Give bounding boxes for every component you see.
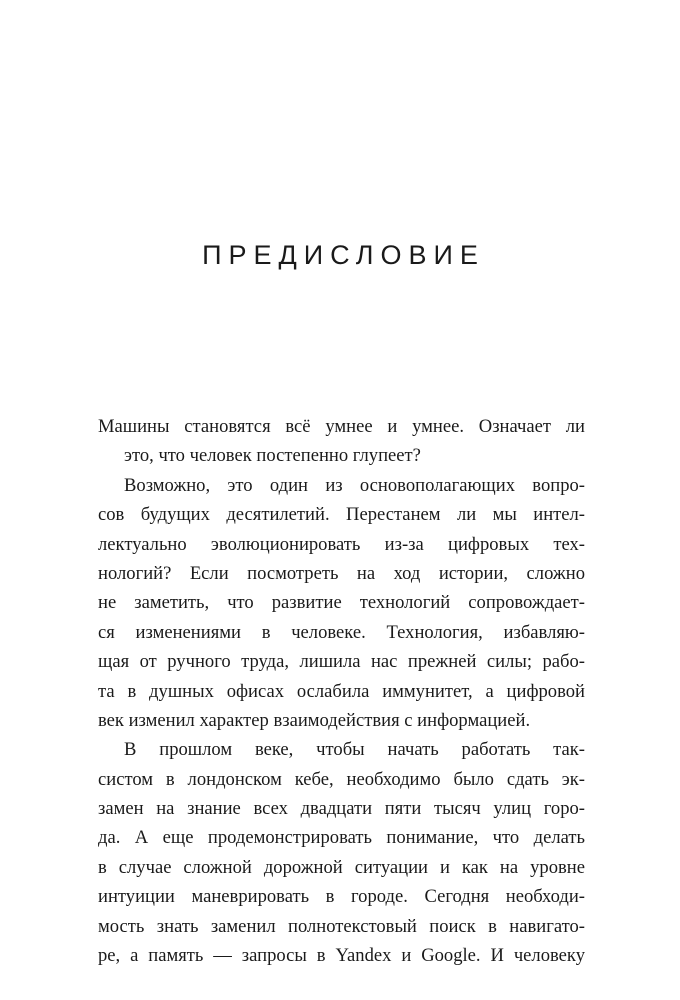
text-line: Машины становятся всё умнее и умнее. Означает ли [98, 416, 585, 437]
paragraph-2 [98, 471, 585, 736]
text-line: сов будущих десятилетий. Перестанем ли мы интел- [98, 504, 585, 526]
text-line: нологий? Если посмотреть на ход истории, сложно [98, 562, 585, 584]
text-line: систом в лондонском кебе, необходимо было сдать эк- [98, 768, 585, 790]
text-line: не заметить, что развитие технологий сопровождает- [98, 592, 585, 614]
text-line: век изменил характер взаимодействия с информацией. [98, 709, 531, 731]
text-line: интуиции маневрировать в городе. Сегодня необходи- [98, 886, 585, 908]
text-line: лектуально эволюционировать из-за цифровых тех- [98, 533, 585, 555]
text-line: мость знать заменил полнотекстовый поиск в навигато- [98, 915, 585, 937]
chapter-title: ПРЕДИСЛОВИЕ [202, 240, 485, 270]
text-line: это, что человек постепенно глупеет? [124, 445, 421, 467]
text-line: замен на знание всех двадцати пяти тысяч улиц горо- [98, 798, 585, 820]
paragraph-1 [98, 412, 585, 471]
text-line: В прошлом веке, чтобы начать работать так- [124, 739, 585, 761]
text-line: ся изменениями в человеке. Технология, избавляю- [98, 621, 585, 643]
text-line: Возможно, это один из основополагающих вопро- [124, 474, 585, 496]
body-text [98, 412, 585, 970]
text-line: щая от ручного труда, лишила нас прежней силы; рабо- [98, 651, 585, 673]
text-line: в случае сложной дорожной ситуации и как на уровне [98, 856, 585, 878]
text-line: та в душных офисах ослабила иммунитет, а цифровой [98, 680, 585, 702]
text-line: да. А еще продемонстрировать понимание, что делать [98, 827, 585, 849]
paragraph-3 [98, 735, 585, 970]
text-line: ре, а память — запросы в Yandex и Google. И человеку [98, 945, 585, 967]
